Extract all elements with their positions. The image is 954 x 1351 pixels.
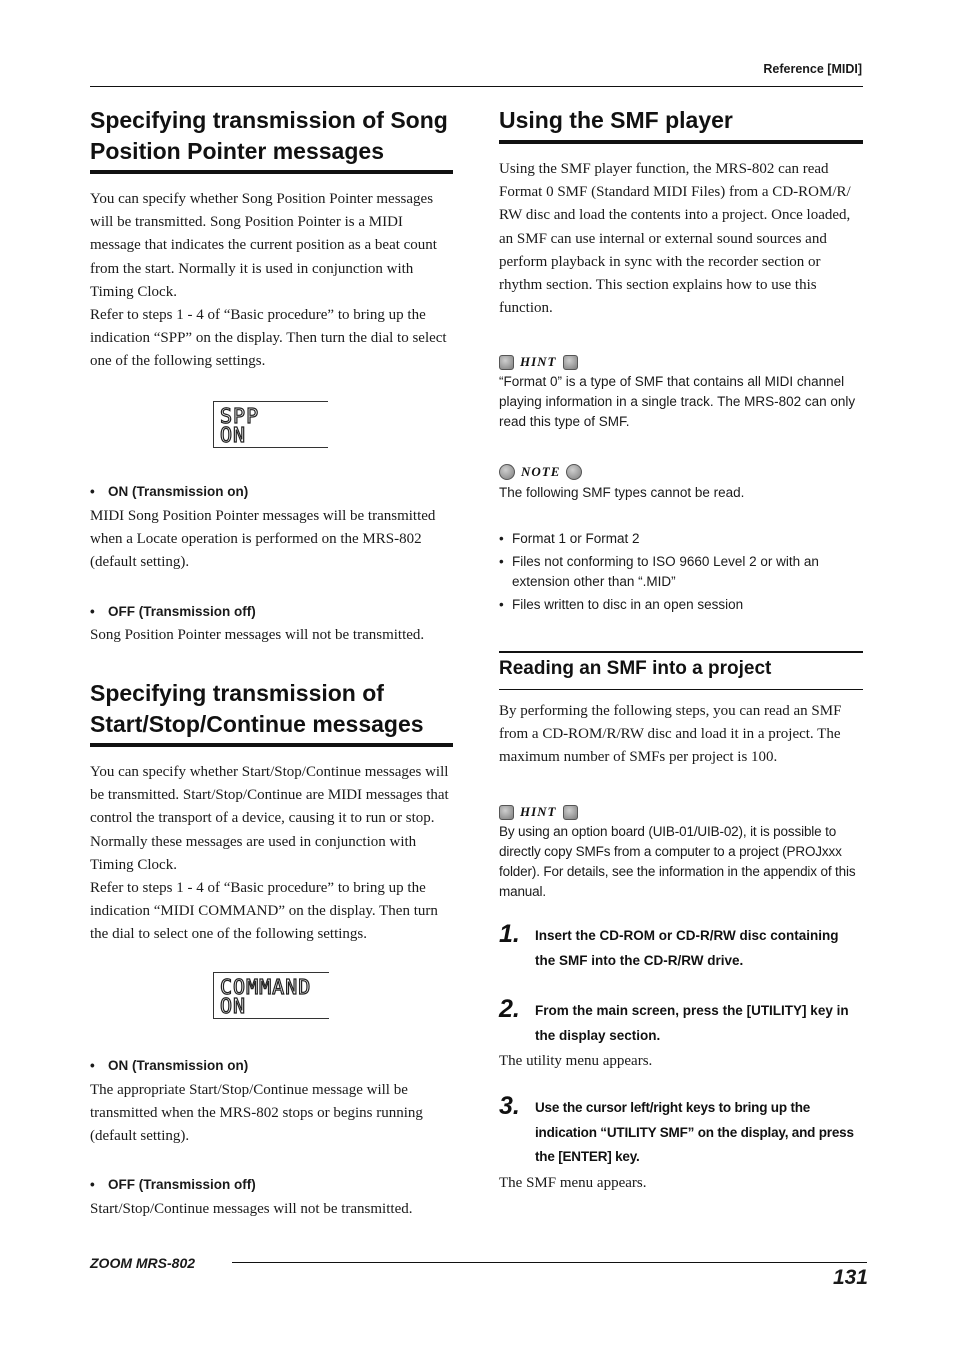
section-heading-smf-player: Using the SMF player [499,107,733,133]
option-on-label: • ON (Transmission on) [90,1058,249,1073]
footer-rule [232,1262,867,1263]
step-instruction: From the main screen, press the [UTILITY] key in the display section. [535,1003,849,1043]
lcd-display-command [213,972,329,1019]
option-on-description: MIDI Song Position Pointer messages will be transmitted when a Locate operation is performed on the MRS-802 (default setting). [90,508,436,571]
lcd-display-spp [213,401,328,448]
option-off-label: • OFF (Transmission off) [90,604,256,619]
heading-underline [90,743,453,747]
hint-badge: HINT [499,804,578,820]
step-instruction: Insert the CD-ROM or CD-R/RW disc containing the SMF into the CD-R/RW drive. [535,928,839,968]
hint-badge: HINT [499,354,578,370]
note-bullet-list [499,529,869,615]
ssc-intro-paragraph: You can specify whether Start/Stop/Continue messages will be transmitted. Start/Stop/Continue are MIDI messages that control the transport of a device, causing it to run or stop. Normally these messages are used in conjunction with Timing Clock. Refer to steps 1 - 4 of “Basic procedure” to bring up the indication “MIDI COMMAND” on the display. Then turn the dial to select one of the following settings. [90,764,449,943]
hint-square-icon [563,805,578,820]
step-result: The SMF menu appears. [499,1175,647,1191]
step-number: 3. [499,1092,520,1120]
spp-intro-paragraph: You can specify whether Song Position Pointer messages will be transmitted. Song Position Pointer is a MIDI message that indicates the current position as a beat count from the start. Normally it is used in conjunction with Timing Clock. Refer to steps 1 - 4 of “Basic procedure” to bring up the indication “SPP” on the display. Then turn the dial to select one of the following settings. [90,191,447,370]
section-heading-spp: Specifying transmission of Song Position Pointer messages [90,107,448,164]
step-instruction: Use the cursor left/right keys to bring up the indication “UTILITY SMF” on the display, and press the [ENTER] key. [535,1100,854,1164]
note-circle-icon [566,464,582,480]
option-off-description: Song Position Pointer messages will not be transmitted. [90,627,425,643]
step-number: 2. [499,995,520,1023]
hint-text: “Format 0” is a type of SMF that contains all MIDI channel playing information in a single track. The MRS-802 can only read this type of SMF. [499,374,856,429]
lcd-line-2: ON [220,423,247,447]
footer-product-name: ZOOM MRS-802 [90,1255,196,1271]
running-header: Reference [MIDI] [763,62,862,76]
lcd-line-1: COMMAND [220,975,312,999]
note-badge: NOTE [499,464,582,480]
option-off-description: Start/Stop/Continue messages will not be transmitted. [90,1201,413,1217]
page-number: 131 [832,1266,868,1289]
list-item: • Files not conforming to ISO 9660 Level 2 or with an extension other than “.MID” [499,554,819,589]
hint-square-icon [563,355,578,370]
note-circle-icon [499,464,515,480]
list-item: • Format 1 or Format 2 [499,531,640,546]
section-heading-start-stop: Specifying transmission of Start/Stop/Continue messages [90,680,424,737]
lcd-line-1: SPP [220,404,260,428]
option-off-label: • OFF (Transmission off) [90,1177,256,1192]
header-rule [90,86,863,87]
step-result: The utility menu appears. [499,1053,653,1069]
option-on-description: The appropriate Start/Stop/Continue message will be transmitted when the MRS-802 stops or begins running (default setting). [90,1082,423,1145]
reading-intro-paragraph: By performing the following steps, you can read an SMF from a CD-ROM/R/RW disc and load it in a project. The maximum number of SMFs per project is 100. [499,703,842,766]
hint-square-icon [499,355,514,370]
smf-intro-paragraph: Using the SMF player function, the MRS-802 can read Format 0 SMF (Standard MIDI Files) from a CD-ROM/R/ RW disc and load the contents into a project. Once loaded, an SMF can use internal or external sound sources and perform playback in sync with the recorder section or rhythm section. This section explains how to use this function. [499,161,851,317]
subheading-bottom-rule [499,689,863,690]
heading-underline [499,140,863,144]
hint-text: By using an option board (UIB-01/UIB-02), it is possible to directly copy SMFs from a computer to a project (PROJxxx folder). For details, see the information in the appendix of this manual. [499,824,856,899]
step-number: 1. [499,920,520,948]
option-on-label: • ON (Transmission on) [90,484,249,499]
list-item: • Files written to disc in an open session [499,597,744,612]
subheading-reading-smf: Reading an SMF into a project [499,658,772,679]
subheading-top-rule [499,651,863,653]
note-text: The following SMF types cannot be read. [499,485,745,500]
lcd-line-2: ON [220,994,247,1018]
heading-underline [90,170,453,174]
hint-square-icon [499,805,514,820]
